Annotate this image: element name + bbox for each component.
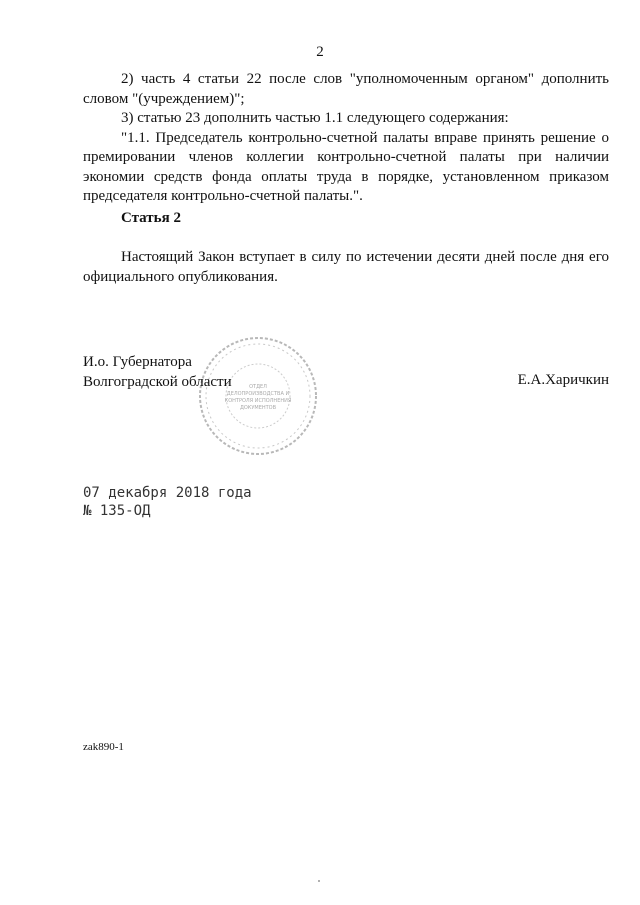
stamp-line-2: ДЕЛОПРОИЗВОДСТВА И [226, 391, 290, 397]
stamp-line-4: ДОКУМЕНТОВ [239, 405, 277, 411]
amendments-block [83, 70, 609, 207]
amendment-item-3: 3) статью 23 дополнить частью 1.1 следующего содержания: [121, 110, 509, 126]
document-code: zak890-1 [83, 741, 124, 753]
stamp-line-3: КОНТРОЛЯ ИСПОЛНЕНИЯ [224, 398, 292, 404]
signatory-title-line-2: Волгоградской области [83, 374, 232, 390]
registration-number: № 135-ОД [83, 503, 151, 519]
registration-date: 07 декабря 2018 года [83, 485, 252, 501]
article-2-block [83, 248, 609, 287]
signatory-title-line-1: И.о. Губернатора [83, 354, 192, 370]
article-2-title: Статья 2 [121, 210, 181, 226]
amendment-item-3-text: "1.1. Председатель контрольно-счетной палаты вправе принять решение о премировании членов коллегии контрольно-счетной палаты при наличии экономии средств фонда оплаты труда в порядке, установленном приказом председателя контрольно-счетной палаты.". [83, 129, 609, 204]
signatory-title [83, 352, 232, 392]
page-number: 2 [316, 44, 324, 60]
amendment-item-2: 2) часть 4 статьи 22 после слов "уполномоченным органом" дополнить словом "(учреждением)"; [83, 71, 609, 107]
stamp-line-1: ОТДЕЛ [249, 384, 267, 390]
scan-speck [318, 880, 320, 882]
article-2-text: Настоящий Закон вступает в силу по истечении десяти дней после дня его официального опубликования. [83, 249, 609, 285]
signatory-name: Е.А.Харичкин [517, 372, 609, 388]
